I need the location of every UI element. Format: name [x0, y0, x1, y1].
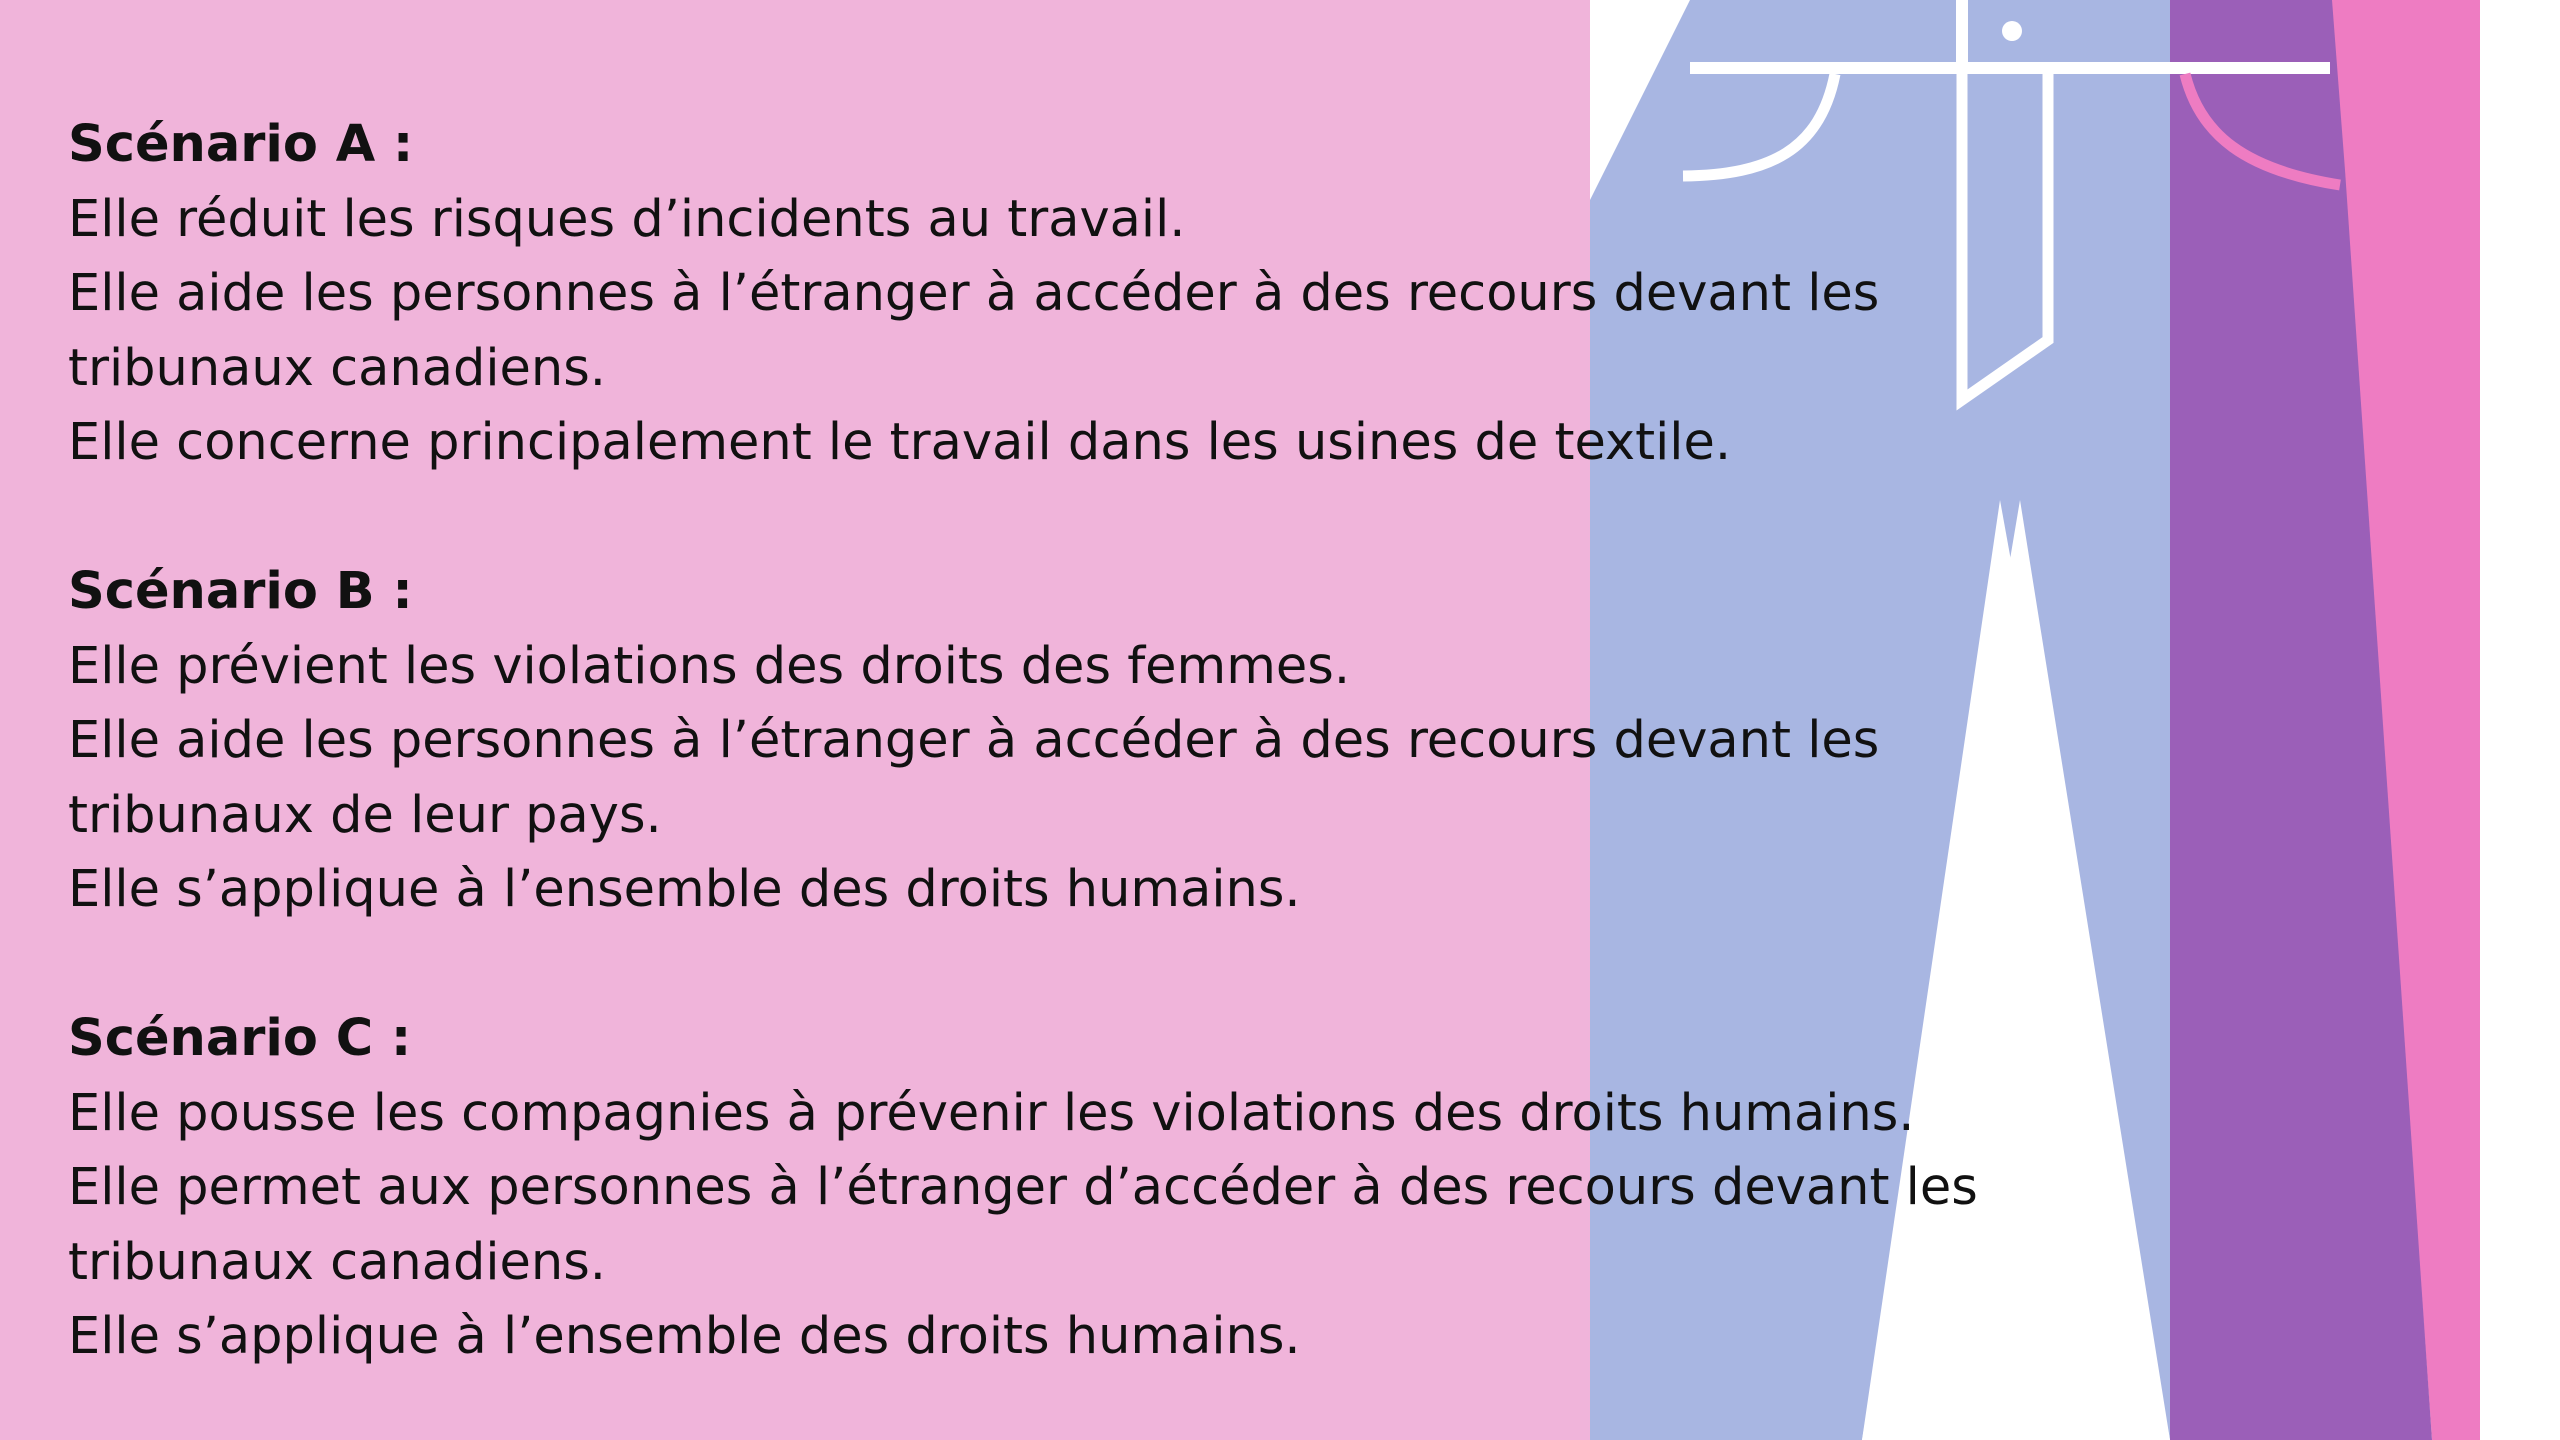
scenario-c-line-4: Elle s’applique à l’ensemble des droits humains.: [68, 1307, 1301, 1366]
scenario-b-line-1: Elle prévient les violations des droits des femmes.: [68, 636, 1351, 696]
scenario-b-line-2: Elle aide les personnes à l’étranger à accéder à des recours devant les: [68, 711, 1880, 770]
scenario-c-line-1: Elle pousse les compagnies à prévenir les violations des droits humains.: [68, 1083, 1915, 1143]
waistband-line: [1690, 62, 2330, 74]
scenario-b-line-4: Elle s’applique à l’ensemble des droits humains.: [68, 860, 1301, 919]
scenario-c-heading: Scénario C :: [68, 1009, 412, 1068]
scenario-a-line-1: Elle réduit les risques d’incidents au travail.: [68, 189, 1186, 249]
scenario-a-heading: Scénario A :: [68, 115, 414, 174]
scenario-a-line-3: tribunaux canadiens.: [68, 338, 607, 398]
belt-loop: [1956, 0, 1968, 74]
scenario-c-line-2: Elle permet aux personnes à l’étranger d’accéder à des recours devant les: [68, 1158, 1978, 1217]
scenario-a-line-4: Elle concerne principalement le travail dans les usines de textile.: [68, 413, 1732, 472]
scenario-a-line-2: Elle aide les personnes à l’étranger à accéder à des recours devant les: [68, 264, 1880, 323]
scenario-c-line-3: tribunaux canadiens.: [68, 1232, 607, 1292]
spacer: [68, 928, 1968, 1003]
scenario-text-block: [68, 108, 1978, 1375]
scenario-b-heading: Scénario B :: [68, 562, 413, 621]
scenario-b-line-3: tribunaux de leur pays.: [68, 785, 662, 845]
jeans-button: [2002, 21, 2022, 41]
spacer: [68, 481, 1968, 556]
